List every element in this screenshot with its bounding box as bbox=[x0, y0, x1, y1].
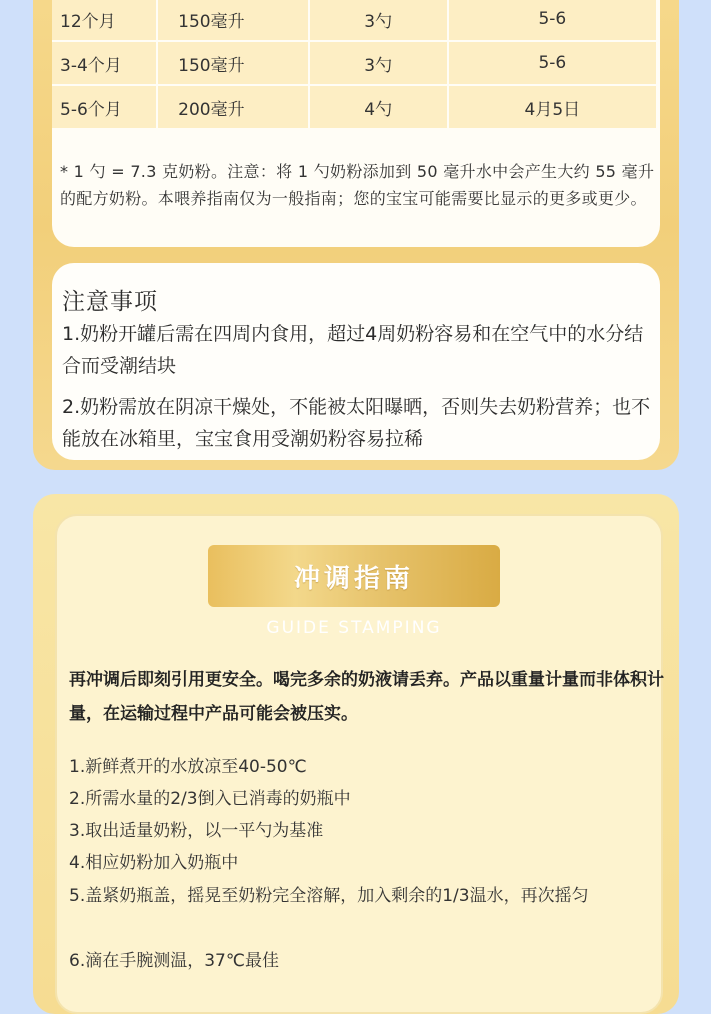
age-cell: 5-6个月 bbox=[52, 85, 157, 129]
table-row bbox=[52, 85, 657, 129]
table-row bbox=[52, 41, 657, 85]
water-cell: 200毫升 bbox=[157, 85, 309, 129]
feeding-footnote: * 1 勺 = 7.3 克奶粉。注意：将 1 勺奶粉添加到 50 毫升水中会产生大约 55 毫升的配方奶粉。本喂养指南仅为一般指南；您的宝宝可能需要比显示的更多或更少。 bbox=[60, 162, 655, 208]
age-cell: 3-4个月 bbox=[52, 41, 157, 85]
guide-title-banner: 冲调指南 bbox=[208, 545, 500, 607]
scoops-cell: 3勺 bbox=[309, 0, 448, 41]
times-cell: 5-6 bbox=[448, 41, 657, 85]
times-cell: 5-6 bbox=[448, 0, 657, 41]
age-cell: 12个月 bbox=[52, 0, 157, 41]
guide-step: 3.取出适量奶粉，以一平勺为基准 bbox=[69, 821, 324, 841]
guide-step: 1.新鲜煮开的水放凉至40-50℃ bbox=[69, 757, 307, 777]
guide-step: 5.盖紧奶瓶盖，摇晃至奶粉完全溶解，加入剩余的1/3温水，再次摇匀 bbox=[69, 886, 589, 906]
water-cell: 150毫升 bbox=[157, 41, 309, 85]
guide-subtitle: GUIDE STAMPING bbox=[266, 618, 442, 638]
guide-intro: 再冲调后即刻引用更安全。喝完多余的奶液请丢弃。产品以重量计量而非体积计量，在运输过程中产品可能会被压实。 bbox=[69, 670, 664, 724]
feeding-table-card bbox=[52, 0, 660, 247]
notes-title: 注意事项 bbox=[62, 289, 158, 315]
feeding-table bbox=[52, 0, 658, 130]
water-cell: 150毫升 bbox=[157, 0, 309, 41]
table-row bbox=[52, 0, 657, 41]
notes-item: 2.奶粉需放在阴凉干燥处，不能被太阳曝晒，否则失去奶粉营养；也不能放在冰箱里，宝宝食用受潮奶粉容易拉稀 bbox=[62, 396, 651, 450]
guide-step: 2.所需水量的2/3倒入已消毒的奶瓶中 bbox=[69, 789, 351, 809]
notes-item: 1.奶粉开罐后需在四周内食用，超过4周奶粉容易和在空气中的水分结合而受潮结块 bbox=[62, 323, 644, 377]
notes-card bbox=[52, 263, 660, 460]
scoops-cell: 4勺 bbox=[309, 85, 448, 129]
times-cell: 4月5日 bbox=[448, 85, 657, 129]
guide-step: 4.相应奶粉加入奶瓶中 bbox=[69, 853, 239, 873]
guide-step: 6.滴在手腕测温，37℃最佳 bbox=[69, 951, 279, 971]
scoops-cell: 3勺 bbox=[309, 41, 448, 85]
